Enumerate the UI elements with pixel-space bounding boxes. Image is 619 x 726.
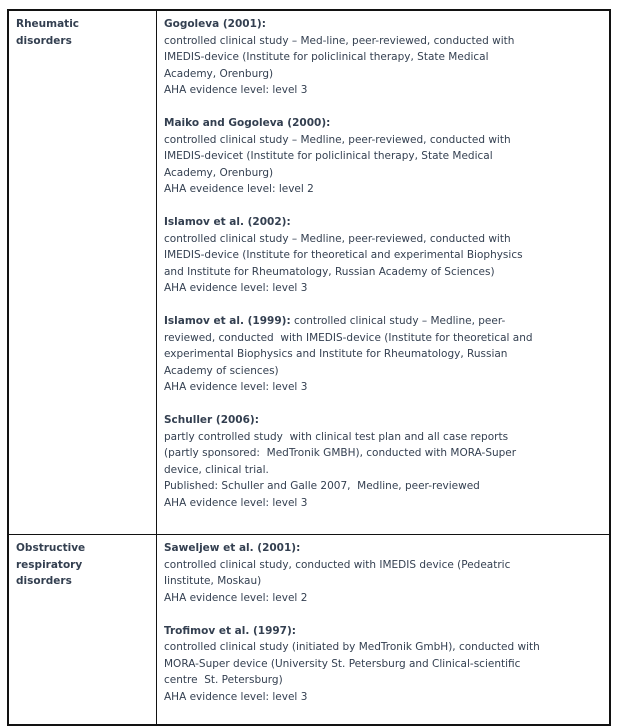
study-text-line: centre St. Petersburg) <box>164 674 283 686</box>
study-entry <box>164 214 602 297</box>
study-title-line <box>164 412 602 429</box>
table-row <box>8 10 610 535</box>
study-entry <box>164 540 602 606</box>
study-text-line: AHA evidence level: level 3 <box>164 496 308 509</box>
study-text-line: MORA-Super device (University St. Petersburg and Clinical-scientific <box>164 657 521 670</box>
study-text-line: controlled clinical study – Med-line, peer-reviewed, conducted with <box>164 34 515 47</box>
study-entry <box>164 313 602 396</box>
category-cell <box>8 10 157 535</box>
study-entry <box>164 115 602 198</box>
study-text-line: controlled clinical study, conducted with IMEDIS device (Pedeatric <box>164 558 511 571</box>
study-text-line: Published: Schuller and Galle 2007, Medline, peer-reviewed <box>164 480 480 492</box>
study-text-line: partly controlled study with clinical test plan and all case reports <box>164 430 509 443</box>
evidence-table <box>7 9 611 726</box>
category-label-line: disorders <box>16 34 72 47</box>
study-text-line: AHA evidence level: level 3 <box>164 282 308 294</box>
evidence-table-body <box>8 10 610 725</box>
study-title: Schuller (2006): <box>164 414 259 426</box>
category-cell <box>8 535 157 726</box>
study-text-line: IMEDIS-device (Institute for policlinical therapy, State Medical <box>164 51 489 63</box>
study-text-line: controlled clinical study – Medline, peer-reviewed, conducted with <box>164 133 511 146</box>
study-text-line: controlled clinical study (initiated by MedTronik GmbH), conducted with <box>164 641 540 653</box>
study-entry <box>164 16 602 99</box>
study-title: Islamov et al. (2002): <box>164 216 291 228</box>
study-text-line: Academy, Orenburg) <box>164 67 274 80</box>
study-title-line <box>164 16 602 33</box>
study-text-line: Iinstitute, Moskau) <box>164 575 262 587</box>
study-text-line: AHA eveidence level: level 2 <box>164 183 314 195</box>
study-text-line: AHA evidence level: level 3 <box>164 690 308 703</box>
study-text-line: device, clinical trial. <box>164 463 269 476</box>
study-entry <box>164 623 602 706</box>
study-text-line: AHA evidence level: level 2 <box>164 591 308 604</box>
category-label-line: Rheumatic <box>16 18 80 30</box>
study-title-line <box>164 214 602 231</box>
study-text-inline: controlled clinical study – Medline, peer- <box>290 315 506 327</box>
study-entry <box>164 412 602 511</box>
study-title-line <box>164 313 602 330</box>
category-label-line: respiratory <box>16 558 83 571</box>
studies-cell <box>157 535 611 726</box>
study-text-line: reviewed, conducted with IMEDIS-device (Institute for theoretical and <box>164 331 533 344</box>
table-row <box>8 535 610 726</box>
study-title: Gogoleva (2001): <box>164 18 266 30</box>
study-title: Saweljew et al. (2001): <box>164 542 301 554</box>
study-title: Islamov et al. (1999): <box>164 315 291 327</box>
study-text-line: AHA evidence level: level 3 <box>164 381 308 393</box>
study-title-line <box>164 623 602 640</box>
study-text-line: IMEDIS-device (Institute for theoretical and experimental Biophysics <box>164 249 523 261</box>
category-label-line: Obstructive <box>16 542 86 554</box>
study-text-line: Academy, Orenburg) <box>164 166 274 179</box>
study-title-line <box>164 115 602 132</box>
study-text-line: (partly sponsored: MedTronik GMBH), conducted with MORA-Super <box>164 447 517 459</box>
study-title: Maiko and Gogoleva (2000): <box>164 117 331 129</box>
study-text-line: IMEDIS-devicet (Institute for policlinical therapy, State Medical <box>164 150 493 162</box>
study-text-line: AHA evidence level: level 3 <box>164 84 308 96</box>
study-text-line: Academy of sciences) <box>164 364 279 377</box>
studies-cell <box>157 10 611 535</box>
study-title-line <box>164 540 602 557</box>
study-text-line: controlled clinical study – Medline, peer-reviewed, conducted with <box>164 232 511 245</box>
study-text-line: and Institute for Rheumatology, Russian Academy of Sciences) <box>164 265 495 278</box>
study-title: Trofimov et al. (1997): <box>164 624 296 637</box>
study-text-line: experimental Biophysics and Institute for Rheumatology, Russian <box>164 348 508 360</box>
category-label-line: disorders <box>16 575 72 587</box>
